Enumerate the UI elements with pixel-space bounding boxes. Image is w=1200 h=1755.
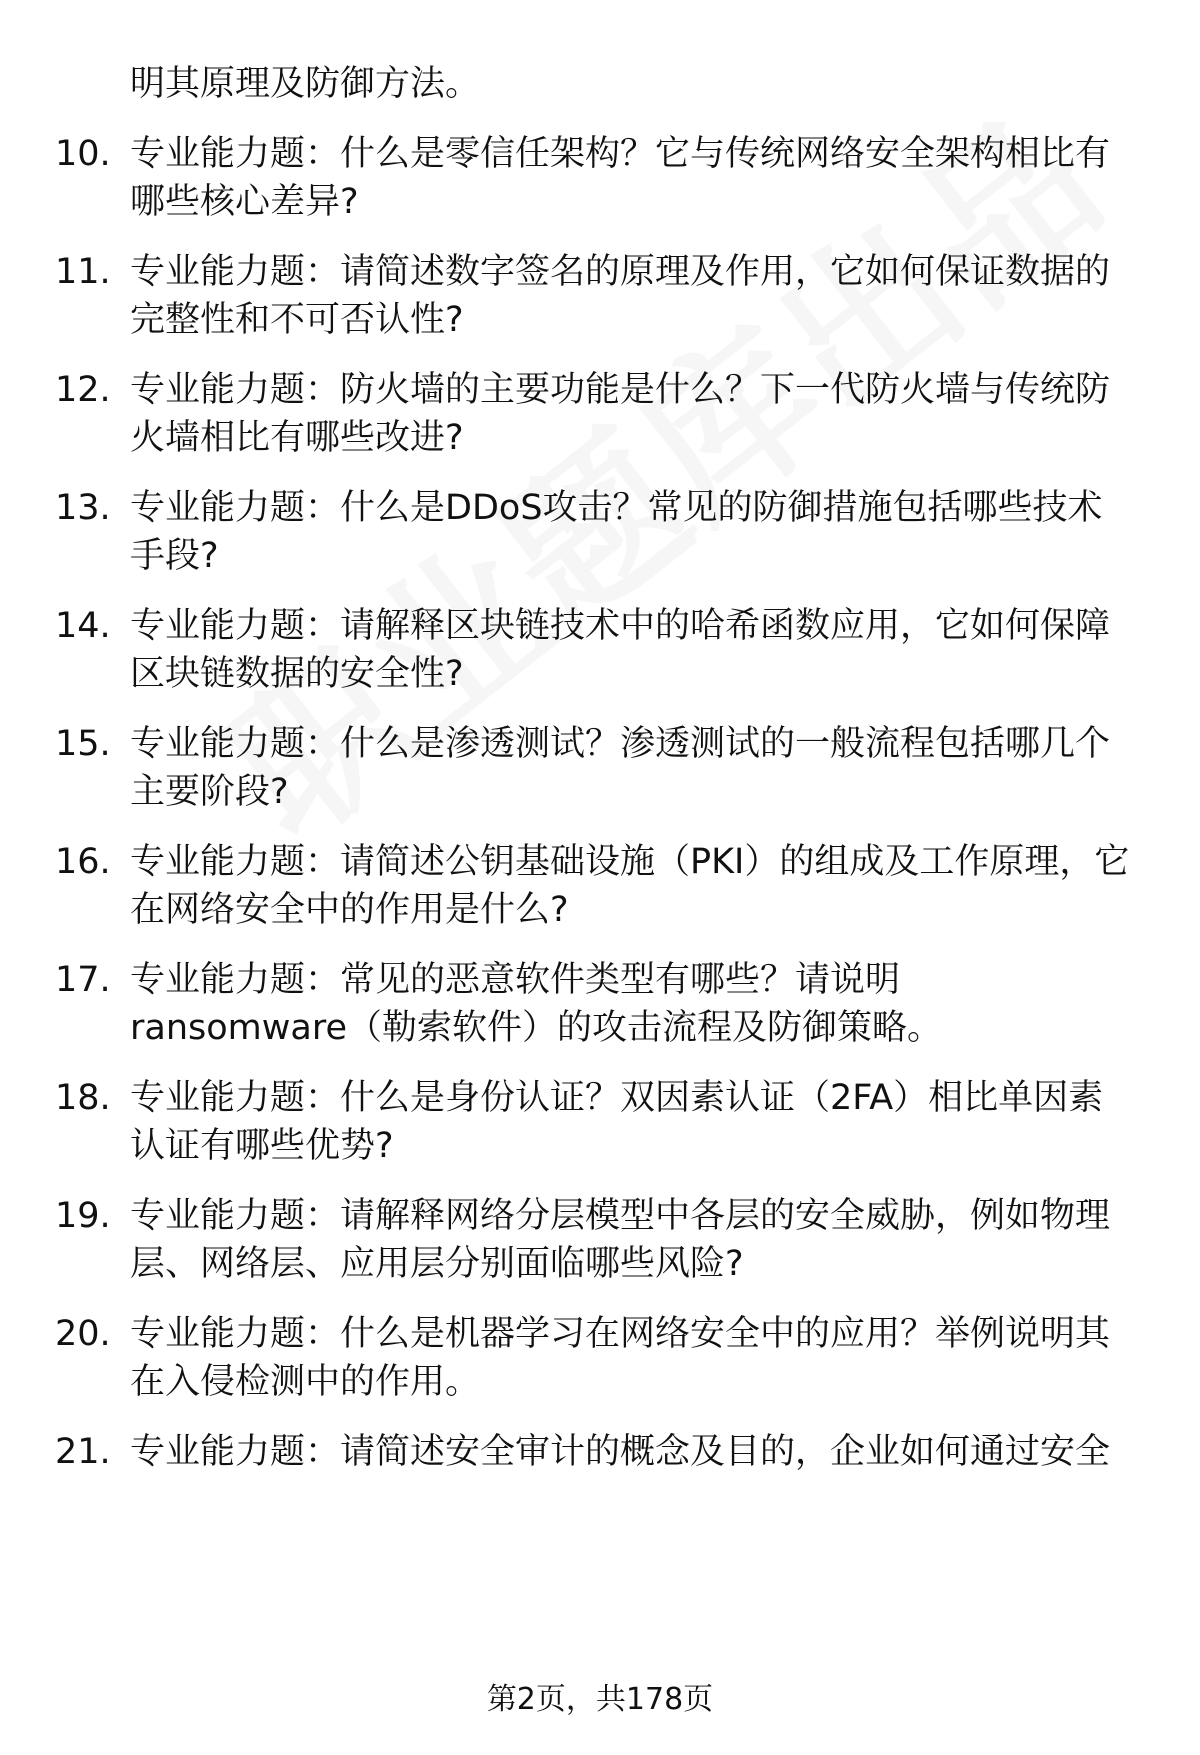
question-text-line: 专业能力题：请解释区块链技术中的哈希函数应用，它如何保障 <box>130 606 1111 646</box>
page-footer: 第2页，共178页 <box>486 1682 714 1717</box>
question-number: 10. <box>55 134 111 174</box>
question-number: 13. <box>55 488 111 528</box>
question-number: 11. <box>55 252 111 292</box>
question-text-line: 专业能力题：常见的恶意软件类型有哪些？请说明 <box>130 960 901 1000</box>
question-text-line: 专业能力题：什么是身份认证？双因素认证（2FA）相比单因素 <box>130 1078 1104 1118</box>
question-text-line: 专业能力题：防火墙的主要功能是什么？下一代防火墙与传统防 <box>130 370 1111 410</box>
question-text-line: 主要阶段? <box>130 772 289 812</box>
question-number: 20. <box>55 1314 111 1354</box>
question-text-line: 专业能力题：什么是DDoS攻击？常见的防御措施包括哪些技术 <box>130 488 1103 528</box>
question-text-line: 在网络安全中的作用是什么? <box>130 890 569 930</box>
question-text-line: 专业能力题：请简述公钥基础设施（PKI）的组成及工作原理，它 <box>130 842 1130 882</box>
question-text-line: 专业能力题：什么是渗透测试？渗透测试的一般流程包括哪几个 <box>130 724 1111 764</box>
question-number: 15. <box>55 724 111 764</box>
question-text-line: 火墙相比有哪些改进? <box>130 418 464 458</box>
question-number: 14. <box>55 606 111 646</box>
question-number: 18. <box>55 1078 111 1118</box>
continuation-line: 明其原理及防御方法。 <box>130 64 481 104</box>
question-text-line: 专业能力题：什么是零信任架构？它与传统网络安全架构相比有 <box>130 134 1111 174</box>
question-text-line: 专业能力题：请解释网络分层模型中各层的安全威胁，例如物理 <box>130 1196 1111 1236</box>
question-text-line: 专业能力题：请简述安全审计的概念及目的，企业如何通过安全 <box>130 1432 1111 1472</box>
question-text-line: 手段? <box>130 536 219 576</box>
question-text-line: 层、网络层、应用层分别面临哪些风险? <box>130 1244 744 1284</box>
question-text-line: 哪些核心差异? <box>130 182 359 222</box>
question-number: 12. <box>55 370 111 410</box>
question-number: 17. <box>55 960 111 1000</box>
question-number: 16. <box>55 842 111 882</box>
question-text-line: ransomware（勒索软件）的攻击流程及防御策略。 <box>130 1008 942 1048</box>
question-text-line: 认证有哪些优势? <box>130 1126 394 1166</box>
question-text-line: 专业能力题：什么是机器学习在网络安全中的应用？举例说明其 <box>130 1314 1111 1354</box>
question-text-line: 完整性和不可否认性? <box>130 300 464 340</box>
question-text-line: 区块链数据的安全性? <box>130 654 464 694</box>
question-text-line: 在入侵检测中的作用。 <box>130 1362 481 1402</box>
question-number: 19. <box>55 1196 111 1236</box>
question-text-line: 专业能力题：请简述数字签名的原理及作用，它如何保证数据的 <box>130 252 1111 292</box>
question-number: 21. <box>55 1432 111 1472</box>
